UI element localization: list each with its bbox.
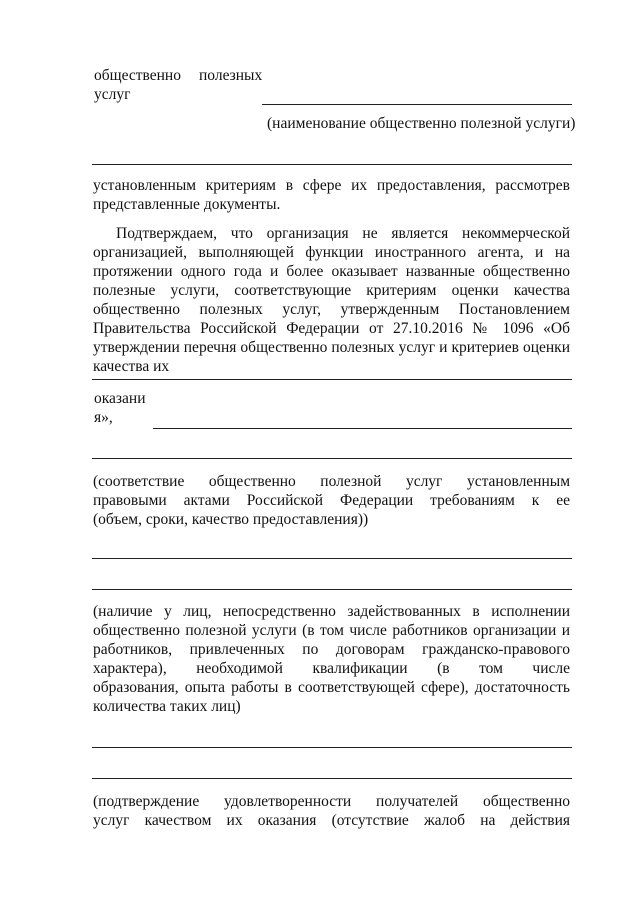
- blank-line-6: [92, 589, 572, 590]
- split-word-part-1: оказани: [94, 390, 146, 407]
- block1-line-3: (объем, сроки, качество предоставления)): [93, 511, 369, 528]
- block2-line-4: характера), необходимой квалификации (в том числе: [93, 660, 570, 677]
- confirm-line-4: полезные услуги, соответствующие критериям оценки качества: [93, 282, 570, 299]
- service-name-caption: (наименование общественно полезной услуги): [267, 115, 576, 132]
- block3-line-2: услуг качеством их оказания (отсутствие жалоб на действия: [93, 812, 570, 829]
- header-word-3: услуг: [94, 86, 131, 103]
- confirm-line-3: протяжении одного года и более оказывает названные общественно: [93, 263, 570, 280]
- blank-line-5: [92, 558, 572, 559]
- block3-line-1: (подтверждение удовлетворенности получателей общественно: [93, 793, 570, 810]
- header-word-1: общественно: [94, 67, 181, 84]
- confirm-line-2: организацией, выполняющей функции иностранного агента, и на: [93, 244, 570, 261]
- block1-line-2: правовыми актами Российской Федерации требованиям к ее: [93, 492, 570, 509]
- confirm-line-6: Правительства Российской Федерации от 27.10.2016 № 1096 «Об: [93, 320, 570, 337]
- confirm-line-7: утверждении перечня общественно полезных услуг и критериев оценки: [93, 339, 570, 356]
- blank-line-1: [92, 164, 572, 165]
- confirm-line-5: общественно полезных услуг, утвержденным Постановлением: [93, 301, 570, 318]
- intro-line-1: установленным критериям в сфере их предоставления, рассмотрев: [93, 177, 570, 194]
- block2-line-6: количества таких лиц): [93, 698, 241, 715]
- confirm-line-1: Подтверждаем, что организация не является некоммерческой: [116, 225, 570, 242]
- block1-line-1: (соответствие общественно полезной услуг установленным: [93, 473, 570, 490]
- service-name-line: [262, 104, 572, 105]
- block2-line-2: общественно полезной услуги (в том числе работников организации и: [93, 622, 570, 639]
- split-word-part-2: я»,: [94, 409, 113, 426]
- blank-line-8: [92, 778, 572, 779]
- blank-line-3: [153, 428, 572, 429]
- confirm-line-8: качества их: [93, 358, 170, 375]
- blank-line-7: [92, 747, 572, 748]
- block2-line-5: образования, опыта работы в соответствующей сфере), достаточность: [93, 679, 570, 696]
- block2-line-3: работников, привлеченных по договорам гражданско-правового: [93, 641, 570, 658]
- intro-line-2: представленные документы.: [93, 196, 281, 213]
- blank-line-2: [92, 379, 572, 380]
- header-word-2: полезных: [199, 67, 263, 84]
- blank-line-4: [92, 458, 572, 459]
- block2-line-1: (наличие у лиц, непосредственно задействованных в исполнении: [93, 603, 570, 620]
